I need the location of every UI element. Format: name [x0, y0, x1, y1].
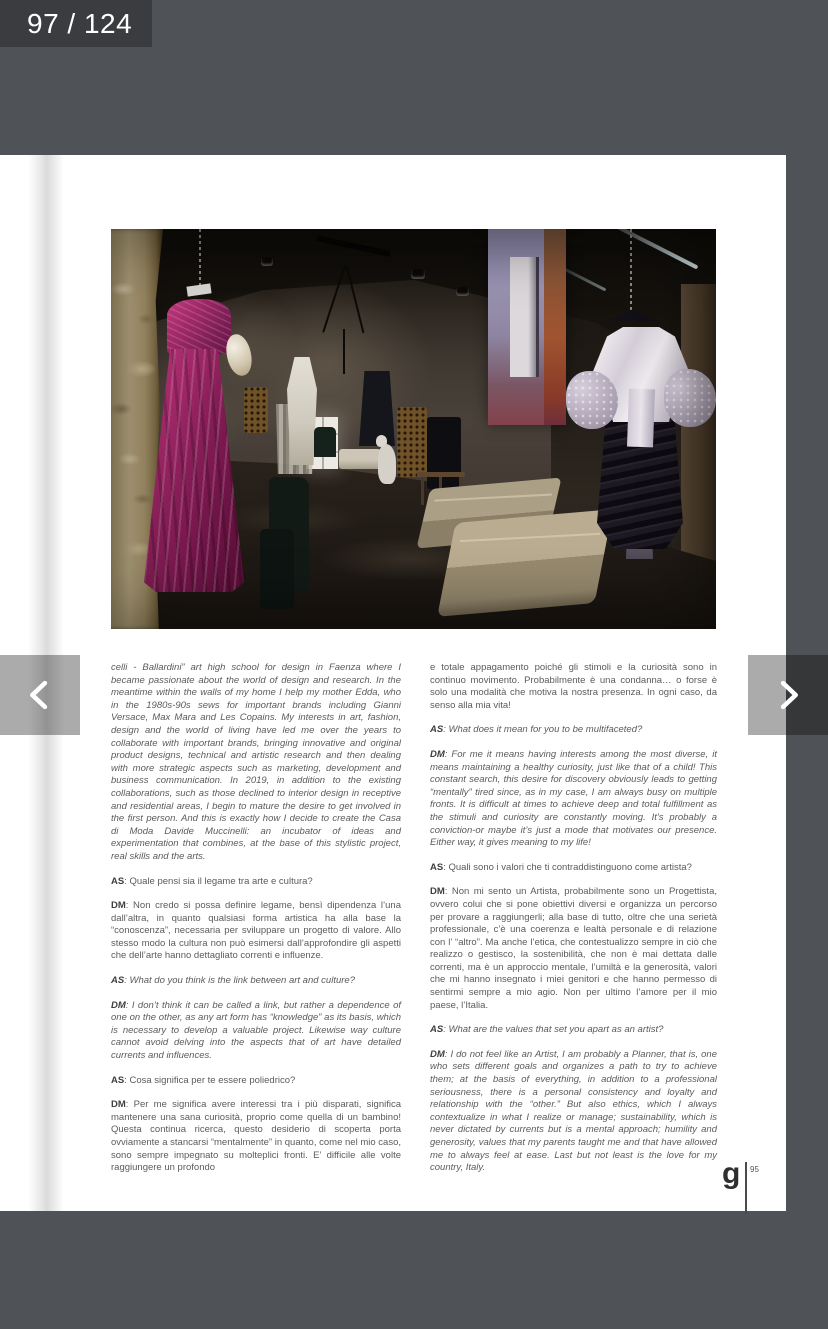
- speaker-label: AS: [111, 975, 125, 987]
- photo-dress-chain: [199, 229, 201, 293]
- photo-dark-garment: [359, 371, 395, 446]
- speaker-label: DM: [111, 1099, 126, 1111]
- paragraph: DM: Per me significa avere interessi tra i più disparati, significa mantenere una sana curiosità, proprio come quella di un bambino! Questa continua ricerca, questo desiderio di scoperta porta ovviamente a stancarsi “mentalmente” in quanto, come nel mio caso, sono sempre impegnato su molteplici fronti. E’ difficile alle volte raggiungere un profondo: [111, 1099, 401, 1174]
- photo-ruffle-sleeve: [664, 369, 716, 427]
- speaker-label: AS: [430, 724, 444, 736]
- paragraph: AS: What do you think is the link between art and culture?: [111, 975, 355, 987]
- photo-brown-column: [681, 284, 716, 574]
- photo-projection-screen: [488, 229, 566, 425]
- speaker-label: DM: [430, 886, 445, 898]
- photo-blouse-chain: [630, 229, 632, 321]
- magazine-page: [0, 155, 786, 1211]
- paragraph: DM: Non credo si possa definire legame, bensì dipendenza l’una dall’altra, in quanto qualsiasi forma artistica ha alla base la “conoscenza”, necessaria per sviluppare un progetto di valore. Allo stesso modo la cultura non può esimersi dall’approfondire gli aspetti che dell’arte hanno dettagliato correnti e influenze.: [111, 900, 401, 962]
- paragraph: AS: Quale pensi sia il legame tra arte e cultura?: [111, 875, 313, 887]
- paragraph: DM: I do not feel like an Artist, I am probably a Planner, that is, one who sets different goals and organizes a path to try to achieve them; at the basis of everything, in addition to a professional seriousness, there is a personal consistency and loyalty and relationship with the “other.” But also ethics, which I always contextualize in what I realize or manage; sustainability, which is never dictated by currents but is a mental approach; humility and generosity, values that my parents taught me and that have allowed me to always feel at ease. Last but not least is the love for my country, Italy.: [430, 1048, 717, 1174]
- paragraph: AS: What does it mean for you to be multifaceted?: [430, 724, 643, 736]
- photo-black-dress: [427, 417, 461, 489]
- photo-far-ottoman: [339, 449, 381, 469]
- photo-stool-leg: [421, 477, 424, 505]
- photo-spotlight: [456, 287, 469, 296]
- photo-armchair: [260, 529, 294, 609]
- photo-ruffle-sleeve: [566, 371, 618, 429]
- chevron-left-icon: [12, 667, 68, 723]
- magazine-page-number: 95: [750, 1165, 759, 1174]
- paragraph: e totale appagamento poiché gli stimoli e la curiosità sono in continuo movimento. Probabilmente è una condanna… o forse è solo una modalità che motiva la nostra presenza. In ogni caso, da senso alla mia vita!: [430, 662, 717, 711]
- photo-armchair: [314, 427, 336, 457]
- page-counter: 97 / 124: [0, 0, 152, 47]
- boutique-photo: [111, 229, 716, 629]
- photo-dog-statue: [378, 444, 396, 484]
- footer-rule: [745, 1162, 747, 1214]
- photo-magenta-dress-bodice: [167, 299, 231, 354]
- speaker-label: DM: [430, 748, 445, 760]
- speaker-label: AS: [430, 1024, 444, 1036]
- article-right-column: [430, 662, 717, 1187]
- paragraph: DM: Non mi sento un Artista, probabilmente sono un Progettista, ovvero colui che si pone obiettivi diversi e organizza un percorso per provare a raggiungerli; alla base di tutto, oltre che una serietà professionale, c’è una coerenza e lealtà personale e di relazione con l’ “altro”. Ma anche l’etica, che contestualizzo sempre in ciò che realizzo o gestisco, la sostenibilità, che non è mai dettata dalle correnti, ma è un approccio mentale, l’umiltà e la generosità, valori che mi hanno insegnato i miei genitori e che hanno permesso di sentirmi sempre a mio agio. Non per ultimo l’amore per il mio paese, l’Italia.: [430, 886, 717, 1011]
- paragraph: AS: Quali sono i valori che ti contraddistinguono come artista?: [430, 861, 692, 873]
- photo-spotlight: [261, 257, 273, 266]
- magazine-footer: [722, 1157, 782, 1213]
- speaker-label: AS: [430, 861, 444, 873]
- magazine-logo: g: [722, 1157, 740, 1190]
- photo-white-gown: [287, 357, 317, 465]
- prev-page-button[interactable]: [0, 655, 80, 735]
- paragraph: celli - Ballardini” art high school for design in Faenza where I became passionate about the world of design and research. In the meantime within the walls of my home I help my mother Edda, who in the 1980s-90s sews for important brands including Gianni Versace, Max Mara and Les Copains. My interests in art, fashion, design and the world of living have led me over the years to collaborate with important brands, bringing innovative and original product designs, technical and artistic research and then dealing with more strategic aspects such as marketing, development and business communication. In 2019, in addition to the existing collaborations, such as those declined to interior design in receptive and residential areas, I begin to mature the desire to get involved in the first person. And this is exactly how I decide to create the Casa di Moda Davide Muccinelli: an incubator of ideas and experimentation that combines, at the base of this stylistic project, real skills and the arts.: [111, 662, 401, 862]
- photo-spotlight: [411, 269, 425, 279]
- speaker-label: DM: [111, 900, 126, 912]
- paragraph: AS: What are the values that set you apart as an artist?: [430, 1024, 664, 1036]
- photo-leopard-dress: [397, 407, 427, 477]
- chevron-right-icon: [760, 667, 816, 723]
- paragraph: AS: Cosa significa per te essere poliedrico?: [111, 1074, 296, 1086]
- next-page-button[interactable]: [748, 655, 828, 735]
- speaker-label: AS: [111, 875, 125, 887]
- speaker-label: AS: [111, 1074, 125, 1086]
- photo-screen-door-image: [510, 257, 539, 377]
- speaker-label: DM: [430, 1048, 445, 1060]
- photo-ottoman: [437, 509, 613, 617]
- paragraph: DM: For me it means having interests among the most diverse, it means maintaining a healthy curiosity, just like that of a child! This constant search, this desire for discovery obviously leads to getting “mentally” tired since, as in my case, I am always busy on multiple fronts. It is difficult at times to achieve deep and total fulfillment as the stimuli and curiosity are constantly moving. It’s probably a conviction-or maybe it’s just a mode that motivates our presence. Either way, it gives meaning to my life!: [430, 748, 717, 849]
- photo-blouse-sash: [627, 389, 655, 448]
- speaker-label: DM: [111, 999, 126, 1011]
- photo-leopard-top: [244, 387, 268, 433]
- photo-hanging-wire: [343, 329, 345, 374]
- paragraph: DM: I don’t think it can be called a link, but rather a dependence of one on the other, as any art form has “knowledge” as its basis, which is necessary to develop a valuable project. Likewise way culture cannot avoid delving into the aspects that of art have detailed currents and influences.: [111, 999, 401, 1062]
- article-left-column: [111, 662, 401, 1187]
- photo-screen-curtain-image: [544, 229, 566, 425]
